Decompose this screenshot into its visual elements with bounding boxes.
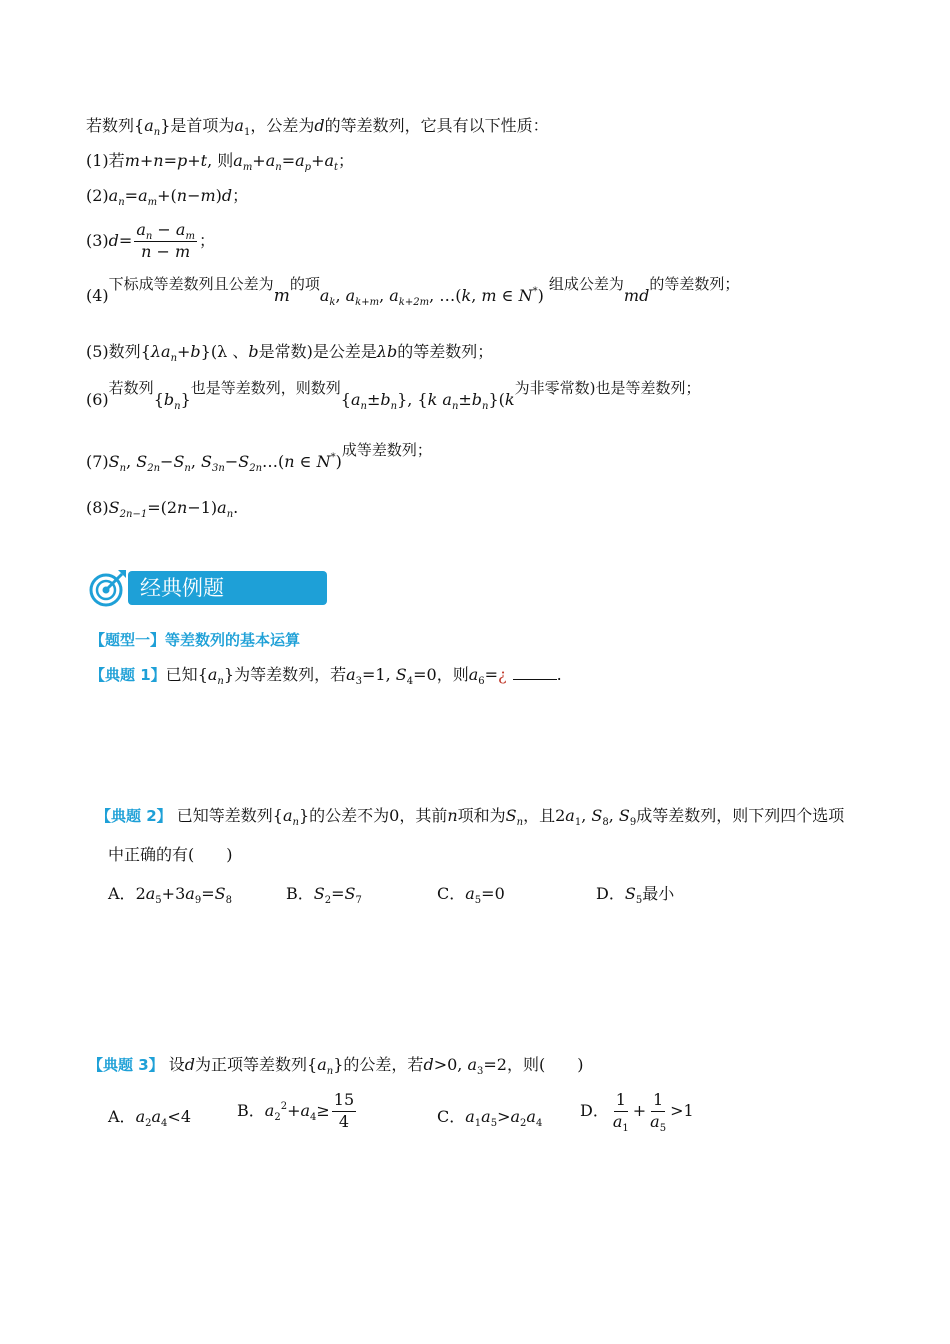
- property-1: (1)若m+n=p+t, 则$a_m+a_n=a_p+a_t$；: [86, 151, 355, 173]
- ex3-option-c[interactable]: C．$a_1a_5>a_2a_4$: [437, 1107, 543, 1129]
- target-arrow-icon: [88, 568, 128, 608]
- ex2-option-c[interactable]: C．$a_5=0$: [437, 884, 505, 906]
- banner-title: 经典例题: [128, 571, 327, 605]
- property-7: $(7)S_n$, $S_{2n}-S_n$, $S_{3n}-S_{2n}\dots(n$ ∈ N*)成等差数列；: [86, 441, 432, 474]
- ex2-option-a[interactable]: A．$2a_5+3a_9=S_8$: [108, 884, 232, 906]
- ex2-option-d[interactable]: D．$S_5$最小: [596, 884, 675, 906]
- example-2: 【典题 2】 已知等差数列$\{a_n\}$的公差不为0，其前n项和为$S_n$，且$2a_1$, $S_8$, $S_9$成等差数列，则下列四个选项: [96, 806, 845, 828]
- property-3: (3)d= $\frac{a_n - a_m}{n - m}$ ；: [86, 220, 215, 261]
- ex3-option-d[interactable]: D． $\frac{1}{a_1}$ + $\frac{1}{a_5}$ >1: [580, 1090, 694, 1134]
- example-1: 【典题 1】已知$\{a_n\}$为等差数列，若$a_3=1$, $S_4=0$，则$a_6=¿$ .: [90, 665, 562, 687]
- properties-intro: 若数列$\{a_n\}$是首项为$a_1$，公差为d的等差数列，它具有以下性质：: [86, 116, 549, 138]
- property-8: $(8)S_{2n-1}=(2n-1)a_n$.: [86, 498, 239, 520]
- type-heading: 【题型一】等差数列的基本运算: [90, 631, 301, 649]
- property-2: $(2)a_n=a_m+(n-m)d$；: [86, 186, 249, 208]
- property-4: (4)下标成等差数列且公差为m的项$a_k$, $a_{k+m}$, $a_{k+2m}$, …(k, m ∈ N*) 组成公差为md的等差数列；: [86, 275, 740, 308]
- ex3-option-a[interactable]: A．$a_2a_4<4$: [108, 1107, 191, 1129]
- ex2-option-b[interactable]: B．$S_2=S_7$: [286, 884, 362, 906]
- property-5: (5)数列$\{\lambda a_n+b\}(\lambda$ 、b是常数)是公差是λb的等差数列；: [86, 342, 494, 364]
- property-6: (6)若数列$\{b_n\}$也是等差数列，则数列$\{a_n\pm b_n\}$, {k $a_n\pm b_n\}(k$为非零常数)也是等差数列；: [86, 379, 701, 412]
- answer-blank[interactable]: [513, 667, 557, 680]
- ex3-option-b[interactable]: B．$a_2^2+a_4\ge$ $\frac{15}{4}$: [237, 1090, 355, 1131]
- example-2-line2: 中正确的有( ): [108, 845, 233, 864]
- example-3: 【典题 3】 设d为正项等差数列$\{a_n\}$的公差，若d>0, $a_3=2$，则( ): [88, 1055, 584, 1077]
